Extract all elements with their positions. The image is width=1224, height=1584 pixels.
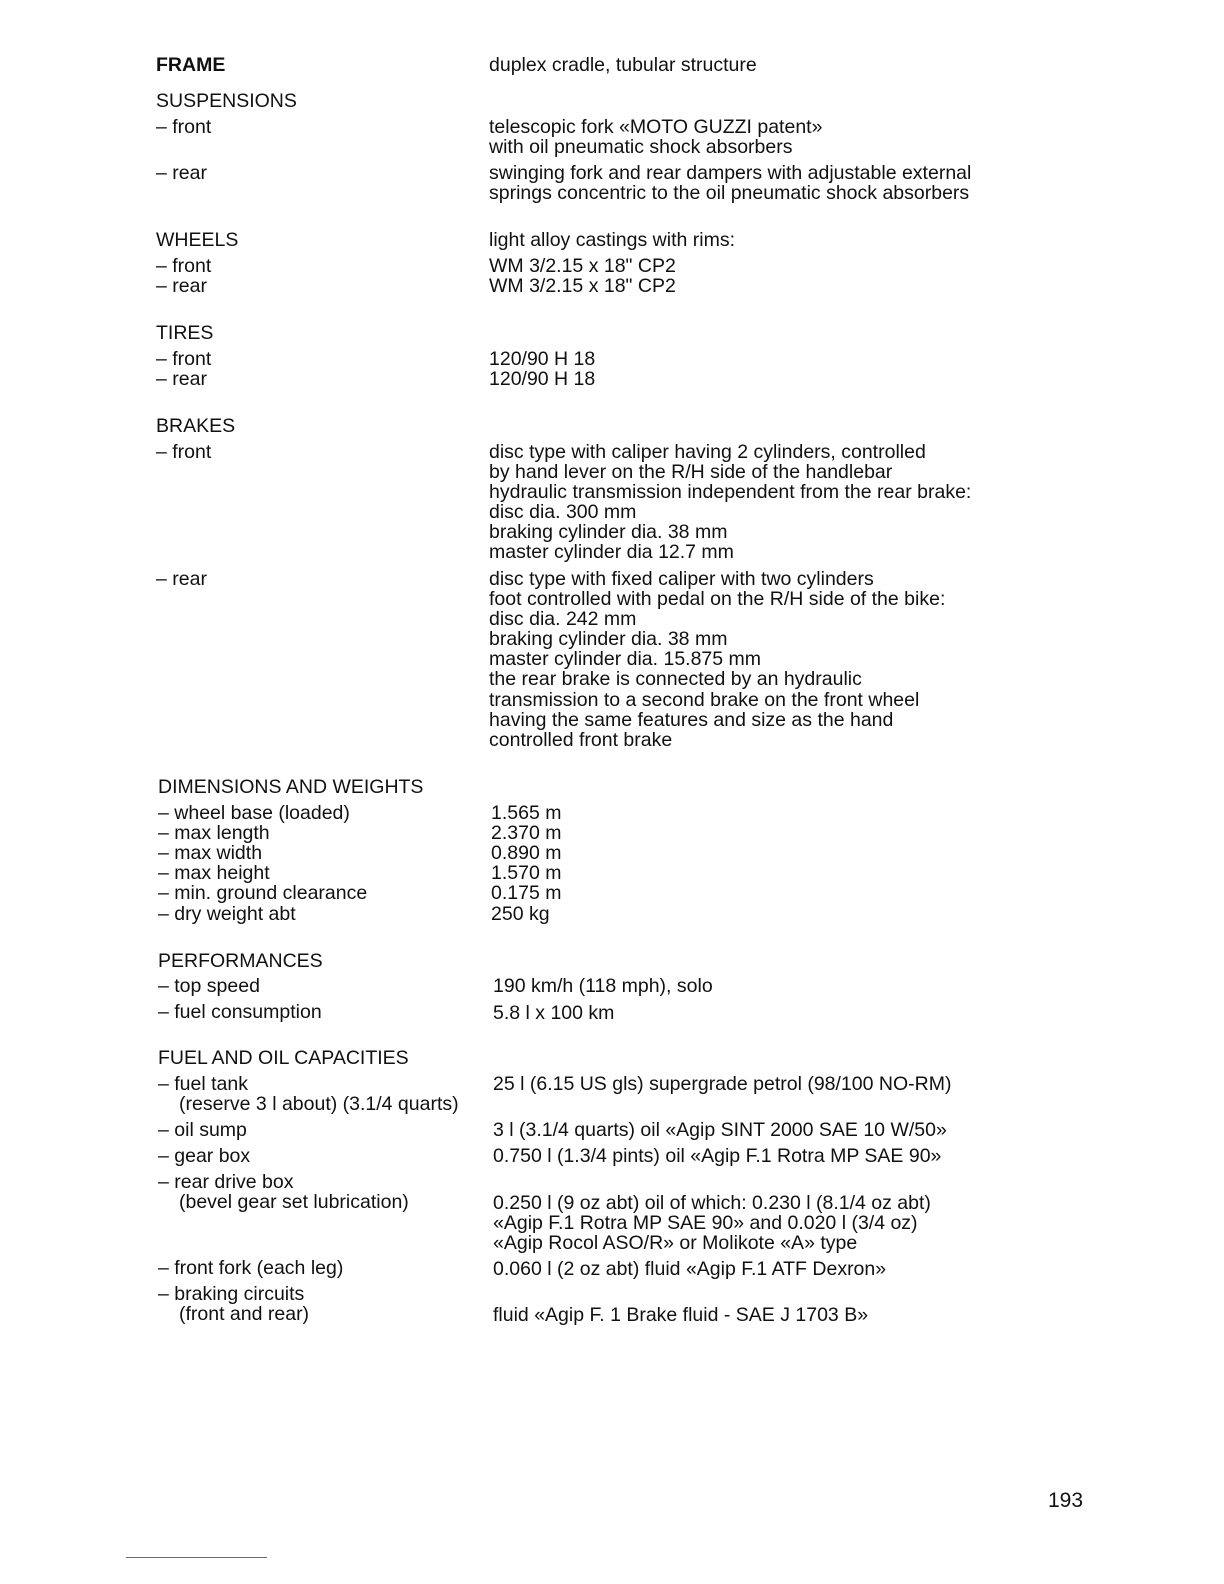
wheels-front-value: WM 3/2.15 x 18" CP2 [489,255,676,277]
rear-drive-box-label: – rear drive box [158,1171,294,1193]
rear-drive-box-value-3: «Agip Rocol ASO/R» or Molikote «A» type [493,1232,858,1254]
braking-circuits-sublabel: (front and rear) [179,1303,310,1325]
dimensions-label-1: – wheel base (loaded) [158,802,350,824]
front-fork-label: – front fork (each leg) [158,1257,344,1279]
performances-heading: PERFORMANCES [158,950,323,972]
wheels-intro: light alloy castings with rims: [489,229,735,251]
gear-box-label: – gear box [158,1145,251,1167]
front-fork-value: 0.060 l (2 oz abt) fluid «Agip F.1 ATF Dexron» [493,1258,887,1280]
rear-drive-box-value-1: 0.250 l (9 oz abt) oil of which: 0.230 l (8.1/4 oz abt) [493,1192,931,1214]
dimensions-value-3: 0.890 m [491,842,562,864]
dimensions-value-5: 0.175 m [491,882,562,904]
fuel-consumption-label: – fuel consumption [158,1001,322,1023]
brakes-rear-value-6: the rear brake is connected by an hydraulic [489,668,862,690]
fuel-tank-label: – fuel tank [158,1073,248,1095]
brakes-rear-value-8: having the same features and size as the hand [489,709,894,731]
brakes-rear-value-3: disc dia. 242 mm [489,608,637,630]
suspensions-rear-value-2: springs concentric to the oil pneumatic shock absorbers [489,182,970,204]
brakes-rear-value-7: transmission to a second brake on the front wheel [489,689,920,711]
brakes-rear-value-4: braking cylinder dia. 38 mm [489,628,728,650]
tires-rear-label: – rear [156,368,207,390]
dimensions-label-5: – min. ground clearance [158,882,368,904]
suspensions-front-value-2: with oil pneumatic shock absorbers [489,136,793,158]
suspensions-rear-value-1: swinging fork and rear dampers with adjustable external [489,162,972,184]
top-speed-value: 190 km/h (118 mph), solo [493,975,713,997]
fuel-tank-value: 25 l (6.15 US gls) supergrade petrol (98/100 NO-RM) [493,1073,952,1095]
footer-divider [126,1557,267,1558]
suspensions-front-value-1: telescopic fork «MOTO GUZZI patent» [489,116,823,138]
suspensions-rear-label: – rear [156,162,207,184]
brakes-front-value-6: master cylinder dia 12.7 mm [489,541,734,563]
dimensions-label-6: – dry weight abt [158,903,296,925]
brakes-front-value-5: braking cylinder dia. 38 mm [489,521,728,543]
tires-rear-value: 120/90 H 18 [489,368,596,390]
wheels-heading: WHEELS [156,229,239,251]
top-speed-label: – top speed [158,975,260,997]
rear-drive-box-sublabel: (bevel gear set lubrication) [179,1191,409,1213]
dimensions-value-1: 1.565 m [491,802,562,824]
dimensions-value-4: 1.570 m [491,862,562,884]
suspensions-front-label: – front [156,116,212,138]
suspensions-heading: SUSPENSIONS [156,90,297,112]
brakes-rear-value-2: foot controlled with pedal on the R/H side of the bike: [489,588,946,610]
frame-heading: FRAME [156,54,226,76]
brakes-rear-value-5: master cylinder dia. 15.875 mm [489,648,762,670]
brakes-rear-label: – rear [156,568,207,590]
fuel-tank-reserve-label: (reserve 3 l about) (3.1/4 quarts) [179,1093,459,1115]
brakes-rear-value-1: disc type with fixed caliper with two cylinders [489,568,874,590]
tires-front-value: 120/90 H 18 [489,348,596,370]
wheels-front-label: – front [156,255,212,277]
oil-sump-value: 3 l (3.1/4 quarts) oil «Agip SINT 2000 SAE 10 W/50» [493,1119,947,1141]
frame-value: duplex cradle, tubular structure [489,54,757,76]
page-number: 193 [1048,1489,1084,1512]
oil-sump-label: – oil sump [158,1119,247,1141]
wheels-rear-label: – rear [156,275,207,297]
brakes-front-value-1: disc type with caliper having 2 cylinders, controlled [489,441,926,463]
tires-front-label: – front [156,348,212,370]
dimensions-heading: DIMENSIONS AND WEIGHTS [158,776,424,798]
brakes-front-value-2: by hand lever on the R/H side of the handlebar [489,461,893,483]
brakes-front-label: – front [156,441,212,463]
brakes-heading: BRAKES [156,415,236,437]
dimensions-label-4: – max height [158,862,270,884]
braking-circuits-label: – braking circuits [158,1283,305,1305]
dimensions-value-6: 250 kg [491,903,550,925]
dimensions-label-3: – max width [158,842,263,864]
rear-drive-box-value-2: «Agip F.1 Rotra MP SAE 90» and 0.020 l (3/4 oz) [493,1212,918,1234]
dimensions-value-2: 2.370 m [491,822,562,844]
brakes-rear-value-9: controlled front brake [489,729,673,751]
brakes-front-value-4: disc dia. 300 mm [489,501,637,523]
dimensions-label-2: – max length [158,822,270,844]
fuel-consumption-value: 5.8 l x 100 km [493,1002,615,1024]
tires-heading: TIRES [156,322,214,344]
capacities-heading: FUEL AND OIL CAPACITIES [158,1047,409,1069]
braking-circuits-value: fluid «Agip F. 1 Brake fluid - SAE J 1703 B» [493,1304,869,1326]
brakes-front-value-3: hydraulic transmission independent from the rear brake: [489,481,972,503]
wheels-rear-value: WM 3/2.15 x 18" CP2 [489,275,676,297]
gear-box-value: 0.750 l (1.3/4 pints) oil «Agip F.1 Rotra MP SAE 90» [493,1145,942,1167]
